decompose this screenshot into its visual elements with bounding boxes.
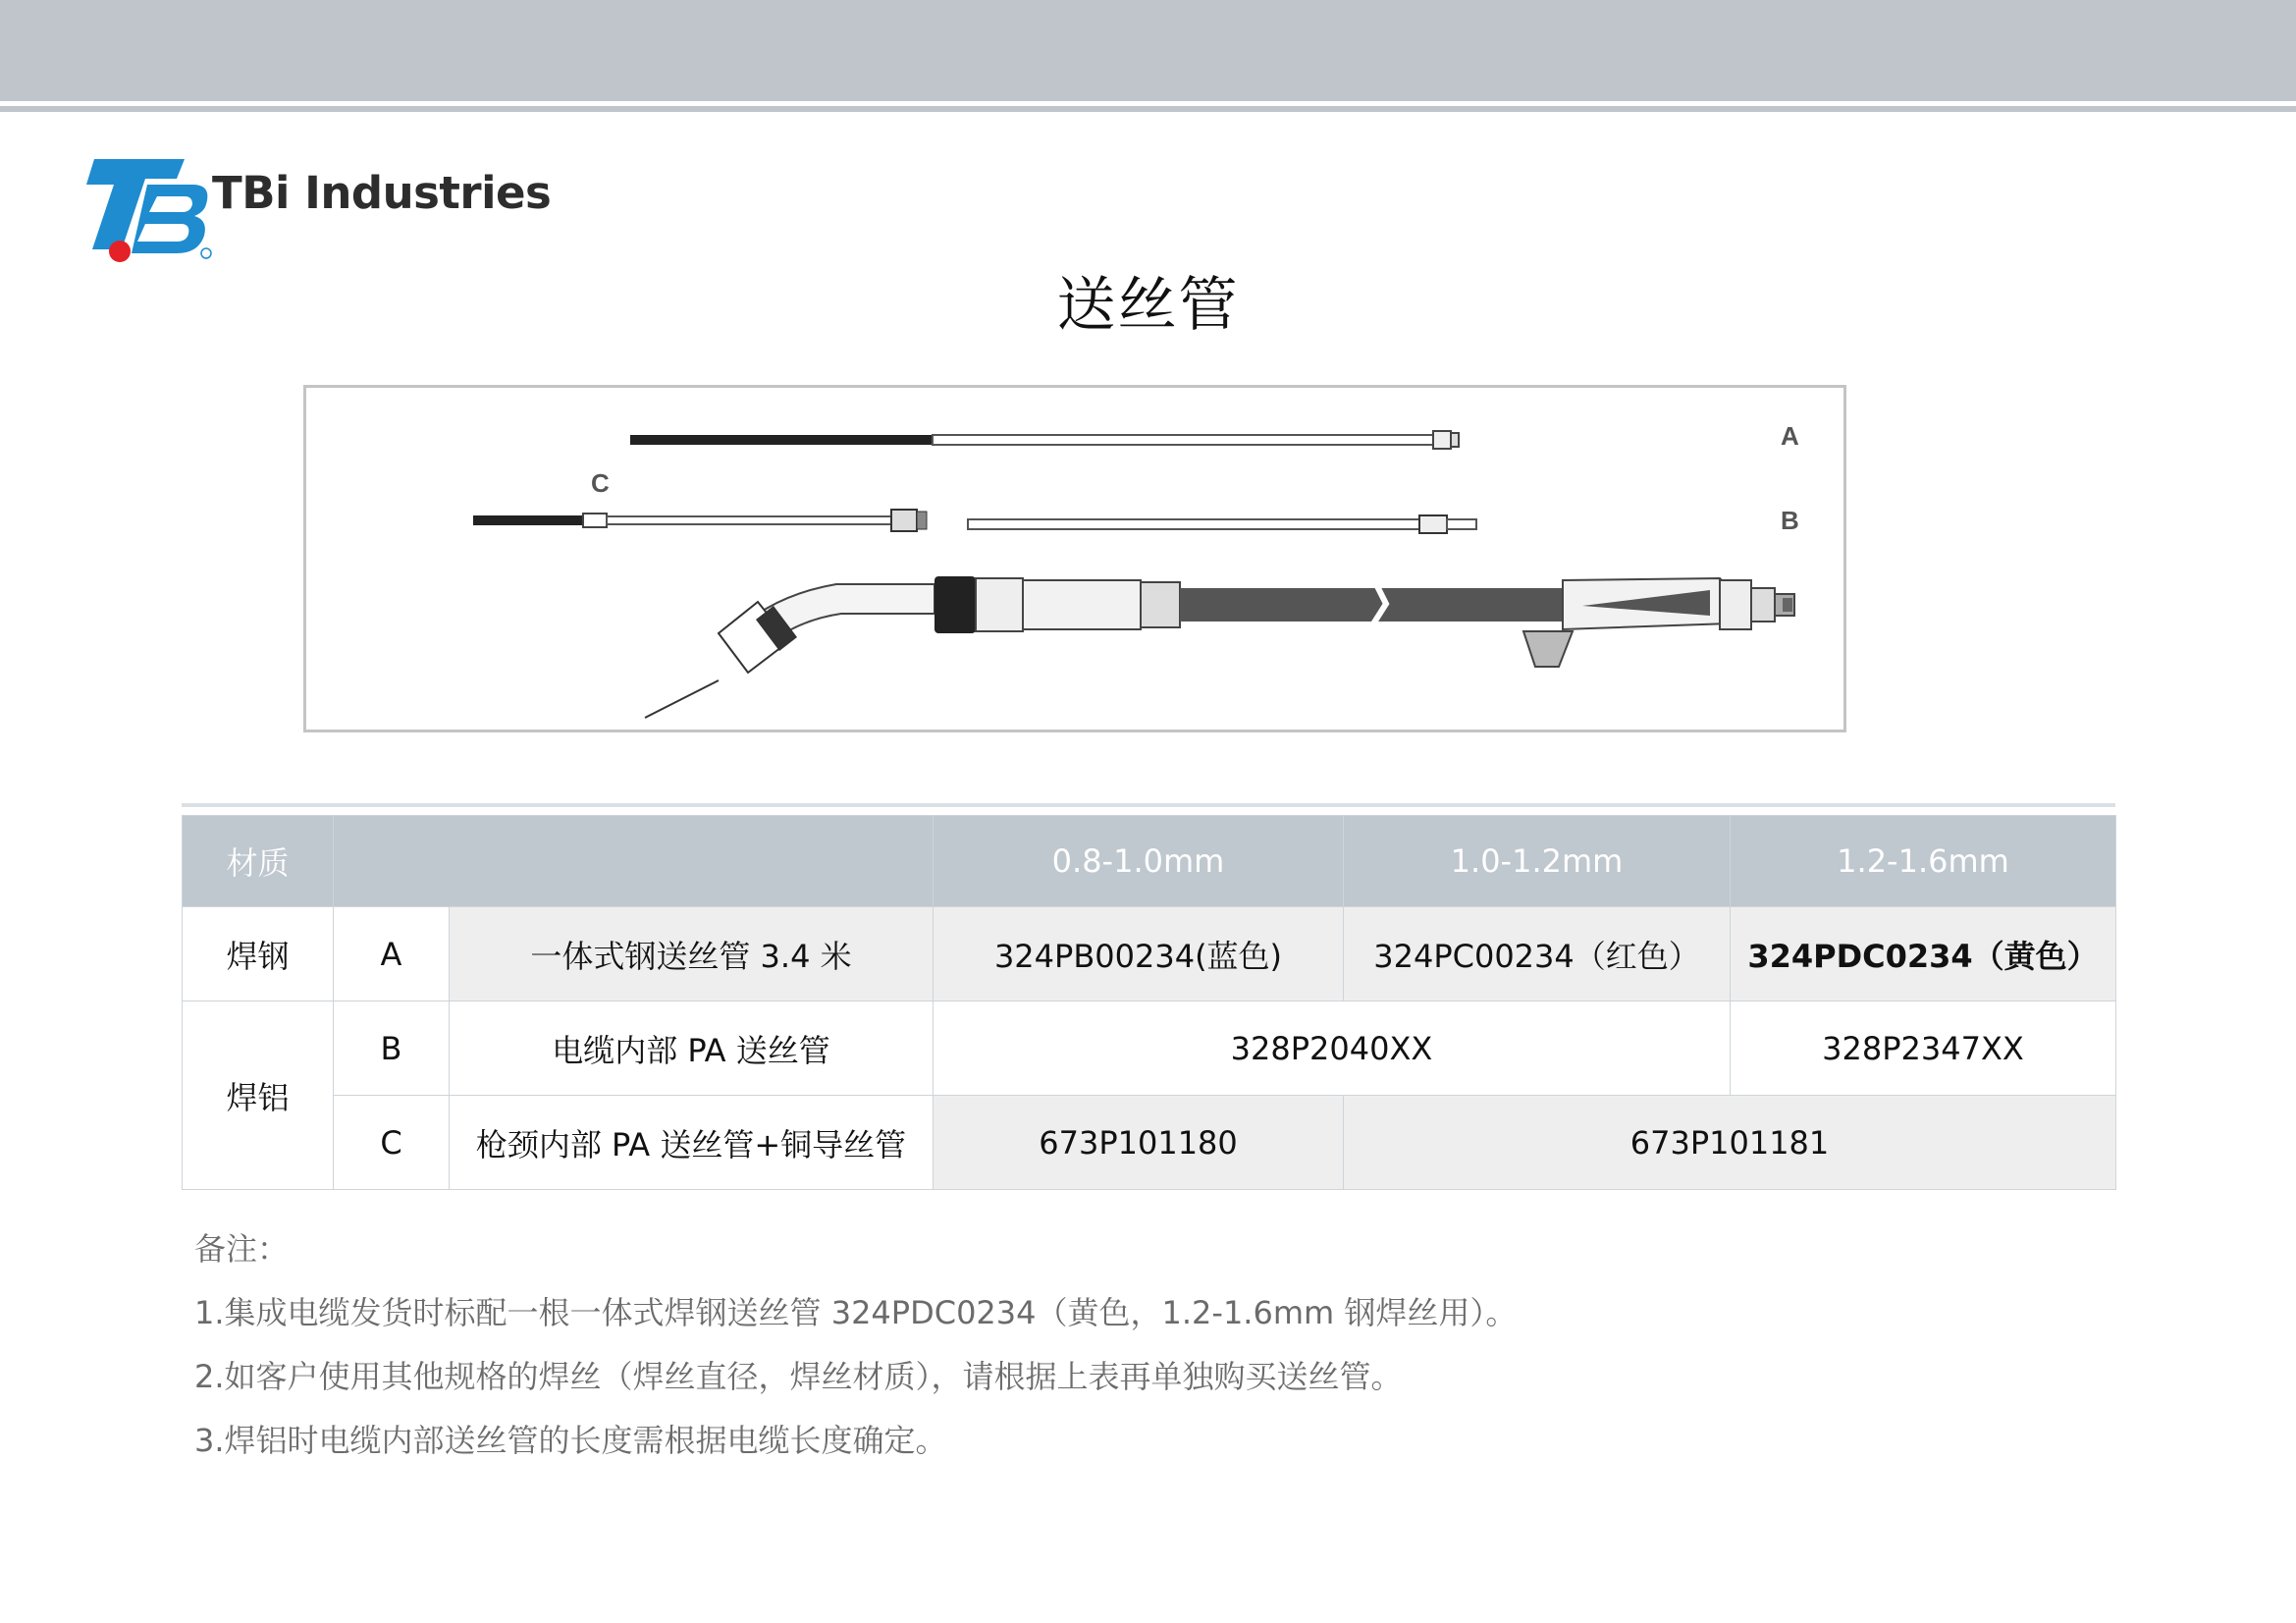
row-code: C	[334, 1096, 450, 1190]
notes-section	[194, 1217, 1517, 1473]
row-code: A	[334, 907, 450, 1001]
header-1.0-1.2: 1.0-1.2mm	[1344, 816, 1731, 907]
torch-drawing	[645, 576, 1794, 718]
table-row	[183, 1001, 2116, 1096]
material-aluminium: 焊铝	[183, 1001, 334, 1190]
part-number: 328P2347XX	[1731, 1001, 2116, 1096]
liner-a-drawing	[630, 431, 1459, 449]
table-top-rule	[182, 803, 2115, 807]
header-band	[0, 0, 2296, 101]
material-steel: 焊钢	[183, 907, 334, 1001]
row-code: B	[334, 1001, 450, 1096]
table-row	[183, 1096, 2116, 1190]
part-number: 324PC00234（红色）	[1344, 907, 1731, 1001]
page-title: 送丝管	[1056, 271, 1240, 340]
part-number: 673P101180	[934, 1096, 1344, 1190]
liner-b-drawing	[968, 515, 1476, 533]
part-number-standard: 324PDC0234（黄色）	[1731, 907, 2116, 1001]
part-number: 328P2040XX	[934, 1001, 1731, 1096]
table-row	[183, 907, 2116, 1001]
table-header-row	[183, 816, 2116, 907]
torch-illustration	[306, 388, 1843, 730]
part-number: 673P101181	[1344, 1096, 2116, 1190]
row-description: 一体式钢送丝管 3.4 米	[450, 907, 934, 1001]
wire-liner-diagram	[303, 385, 1846, 732]
note-item: 2.如客户使用其他规格的焊丝（焊丝直径，焊丝材质），请根据上表再单独购买送丝管。	[194, 1358, 1403, 1395]
header-0.8-1.0: 0.8-1.0mm	[934, 816, 1344, 907]
header-rule	[0, 106, 2296, 112]
liner-c-drawing	[473, 510, 927, 531]
note-item: 1.集成电缆发货时标配一根一体式焊钢送丝管 324PDC0234（黄色，1.2-1.6mm 钢焊丝用）。	[194, 1294, 1518, 1331]
header-material: 材质	[183, 816, 334, 907]
header-blank	[334, 816, 934, 907]
label-c: C	[591, 468, 610, 498]
notes-heading: 备注：	[194, 1230, 290, 1268]
label-a: A	[1781, 421, 1799, 451]
row-description: 电缆内部 PA 送丝管	[450, 1001, 934, 1096]
row-description: 枪颈内部 PA 送丝管+铜导丝管	[450, 1096, 934, 1190]
tbi-logo-icon	[86, 155, 214, 265]
label-b: B	[1781, 506, 1799, 535]
part-number: 324PB00234(蓝色)	[934, 907, 1344, 1001]
note-item: 3.焊铝时电缆内部送丝管的长度需根据电缆长度确定。	[194, 1422, 947, 1459]
header-1.2-1.6: 1.2-1.6mm	[1731, 816, 2116, 907]
tbi-logo	[86, 155, 552, 265]
brand-name: TBi Industries	[212, 167, 552, 219]
